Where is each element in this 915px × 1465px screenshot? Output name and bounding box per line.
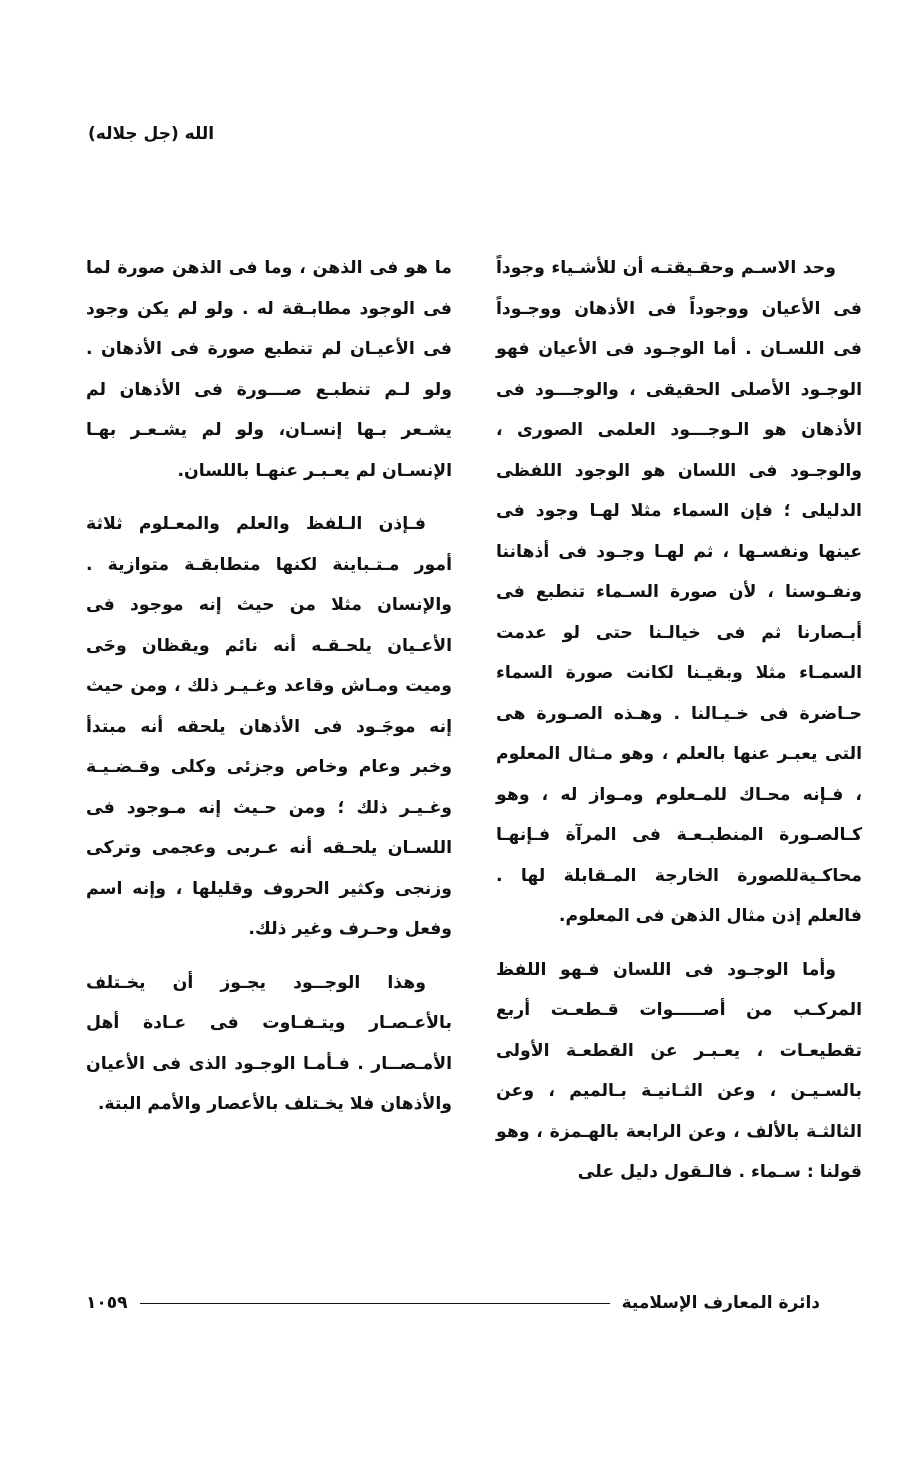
page-number: ١٠٥٩ [86, 1293, 128, 1313]
paragraph: فـإذن الـلفظ والعلم والمعـلوم ثلاثة أمور مـتـباينة لكنها متطابقـة متوازية . والإنسان مثلا من حيث إنه موجود فى الأعـيان يلحـقـه أنه نائم ويقظان وحَى وميت ومـاش وقاعد وغـيـر ذلك ، ومن حيث إنه موجَـود فى الأذهان يلحقه أنه مبتدأ وخبر وعام وخاص وجزئى وكلى وقـضـيـة وغـيـر ذلك ؛ ومن حـيث إنه مـوجود فى اللسـان يلحـقه أنه عـربى وعجمى وتركى وزنجى وكثير الحروف وقليلها ، وإنه اسم وفعل وحـرف وغير ذلك. [86, 514, 452, 939]
paragraph: ما هو فى الذهن ، وما فى الذهن صورة لما فى الوجود مطابـقة له . ولو لم يكن وجود فى الأعيـان لم تنطبع صورة فى الأذهان . ولو لـم تنطبـع صـــورة فى الأذهان لم يشـعر بـها إنسـان، ولو لم يشـعـر بهـا الإنسـان لم يعـبـر عنهـا باللسان. [86, 258, 452, 481]
page-footer [86, 1288, 820, 1318]
publication-title: دائرة المعارف الإسلامية [621, 1293, 820, 1313]
paragraph: وأما الوجـود فى اللسان فـهو اللفظ المركـب من أصـــــوات قـطعـت أربع تقطيعـات ، يعـبـر عن القطعـة الأولى بالسـيـن ، وعن الثـانيـة بـالميم ، وعن الثالثـة بالألف ، وعن الرابعة بالهـمزة ، وهو قولنا : سـماء . فالـقول دليل على [496, 959, 862, 1182]
footer-divider [140, 1303, 610, 1304]
left-column [86, 248, 452, 1138]
right-column [496, 248, 862, 1206]
running-header: الله (جل جلاله) [88, 124, 215, 144]
paragraph: وهذا الوجــود يجـوز أن يخـتلف بالأعـصـار ويتـفـاوت فى عـادة أهل الأمـصــار . فـأمـا الوجـود الذى فى الأعيان والأذهان فلا يخـتلف بالأعصار والأمم البتة. [86, 972, 452, 1114]
paragraph: وحد الاسـم وحقـيقتـه أن للأشـياء وجوداً فى الأعيان ووجوداً فى الأذهان ووجـوداً فى اللسـان . أما الوجـود فى الأعيان فهو الوجـود الأصلى الحقيقى ، والوجـــود فى الأذهان هو الـوجـــود العلمى الصورى ، والوجـود فى اللسان هو الوجود اللفظى الدليلى ؛ فإن السماء مثلا لهـا وجود فى عينها ونفسـها ، ثم لهـا وجـود فى أذهاننا ونفـوسنا ، لأن صورة السـماء تنطبع فى أبـصارنا ثم فى خيالـنا حتى لو عدمت السمـاء مثلا وبقيـنا لكانت صورة السماء حـاضرة فى خـيـالنا . وهـذه الصـورة هى التى يعبـر عنها بالعلم ، وهو مـثال المعلوم ، فـإنه محـاك للمـعلوم ومـواز له ، وهو كـالصـورة المنطبـعـة فى المرآة فـإنهـا محاكـيةللصورة الخارجة المـقابلة لها . فالعلم إذن مثال الذهن فى المعلوم. [496, 258, 862, 926]
